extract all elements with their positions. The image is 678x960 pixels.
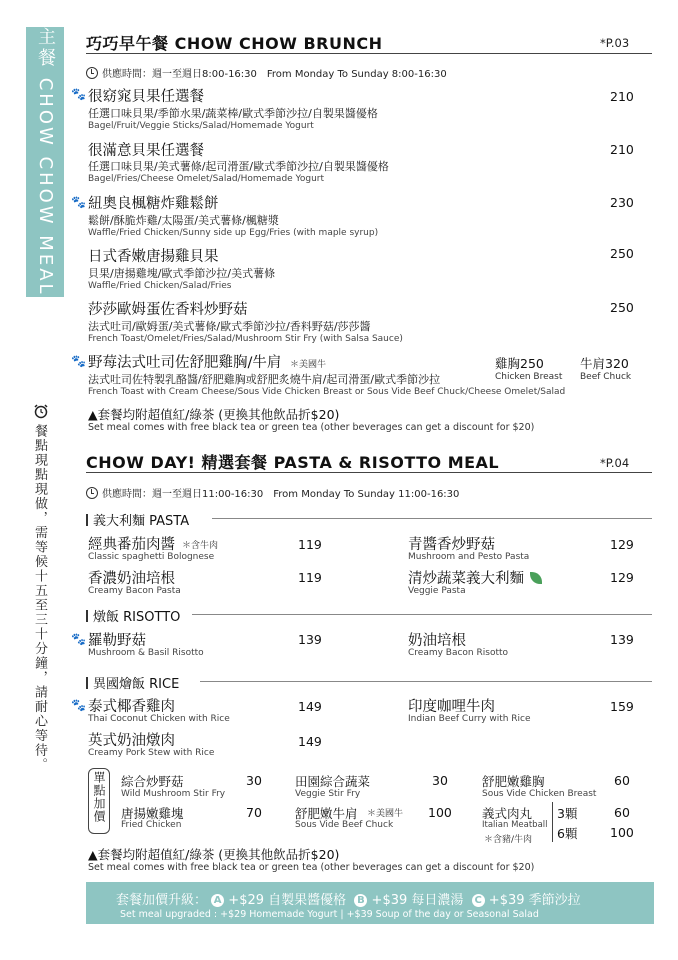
price-beef: 牛肩320 — [580, 356, 629, 371]
category-pasta — [86, 510, 189, 529]
category-bar — [86, 610, 88, 622]
rice-item-en: Creamy Pork Stew with Rice — [88, 748, 215, 758]
addon-name: 舒肥嫩牛肩 — [295, 806, 358, 821]
addon-price: 70 — [246, 805, 262, 820]
pasta-item-price: 119 — [298, 570, 322, 585]
pasta-item-en: Mushroom and Pesto Pasta — [408, 552, 530, 562]
brunch-item-price: 250 — [610, 246, 634, 261]
brunch-item-desc-en: French Toast/Omelet/Fries/Salad/Mushroom Stir Fry (with Salsa Sauce) — [88, 334, 403, 344]
meatball-price-6: 100 — [610, 825, 634, 840]
option-a: +$29 自製果醬優格 — [228, 893, 347, 908]
addon-label: 單點加價 — [92, 771, 106, 823]
category-rice — [86, 673, 179, 692]
side-tab — [26, 27, 64, 297]
brunch-item-name: 紐奧良楓糖炸雞鬆餅 — [88, 196, 219, 212]
rice-item-en: Indian Beef Curry with Rice — [408, 714, 531, 724]
rice-item-name: 印度咖哩牛肉 — [408, 699, 495, 715]
addon-name: 義式肉丸 — [482, 806, 533, 821]
category-line — [200, 681, 652, 682]
addon-price: 60 — [614, 773, 630, 788]
pasta-item-name: 青醬香炒野菇 — [408, 537, 495, 553]
pasta-set-note: ▲套餐均附超值紅/綠茶 (更換其他飲品折$20) — [88, 847, 340, 862]
risotto-item-price: 139 — [610, 632, 634, 647]
addon-en: Veggie Stir Fry — [295, 789, 361, 799]
category-pasta-label: 義大利麵 PASTA — [93, 514, 190, 529]
brunch-set-note-en: Set meal comes with free black tea or green tea (other beverages can get a discount for $20) — [88, 422, 535, 433]
meatball-note: ＊含豬/牛肉 — [484, 835, 533, 845]
rice-item-name: 英式奶油燉肉 — [88, 733, 175, 749]
addon-en: Wild Mushroom Stir Fry — [121, 789, 226, 799]
brunch-item-desc-en: Waffle/Fried Chicken/Salad/Fries — [88, 281, 232, 291]
brunch-item-desc: 任選口味貝果/美式薯條/起司滑蛋/歐式季節沙拉/自製果醬優格 — [88, 160, 389, 173]
brunch-item-price: 210 — [610, 89, 634, 104]
risotto-item-en: Creamy Bacon Risotto — [408, 648, 509, 658]
brunch-item-desc: 鬆餅/酥脆炸雞/太陽蛋/美式薯條/楓糖漿 — [88, 214, 279, 227]
pasta-item-price: 129 — [610, 537, 634, 552]
clock-icon — [86, 67, 98, 79]
price-beef-en: Beef Chuck — [580, 372, 632, 382]
brunch-hours-text: 供應時間：週一至週日8:00-16:30 From Monday To Sunday 8:00-16:30 — [102, 69, 447, 80]
pasta-hours — [86, 485, 459, 500]
paw-icon: 🐾 — [71, 354, 86, 368]
pasta-set-note-en: Set meal comes with free black tea or green tea (other beverages can get a discount for $20) — [88, 862, 535, 873]
brunch-item-name: 很滿意貝果任選餐 — [88, 143, 204, 159]
risotto-item-price: 139 — [298, 632, 322, 647]
pasta-item-en: Creamy Bacon Pasta — [88, 586, 181, 596]
pasta-item-name: 經典番茄肉醬 — [88, 537, 175, 553]
brunch-item-desc-en: Waffle/Fried Chicken/Sunny side up Egg/Fries (with maple syrup) — [88, 228, 379, 238]
brunch-item-desc: 貝果/唐揚雞塊/歐式季節沙拉/美式薯條 — [88, 267, 276, 280]
addon-name: 綜合炒野菇 — [121, 774, 184, 789]
paw-icon: 🐾 — [71, 195, 86, 209]
brunch-page-ref: *P.03 — [600, 36, 630, 50]
addon-en: Fried Chicken — [121, 820, 182, 830]
addon-name: 田園綜合蔬菜 — [295, 774, 371, 789]
pasta-item-price: 129 — [610, 570, 634, 585]
clock-icon — [86, 487, 98, 499]
upgrade-bar — [86, 882, 654, 924]
category-rice-label: 異國燴飯 RICE — [93, 677, 180, 692]
addon-name: 舒肥嫩雞胸 — [482, 774, 545, 789]
addon-price: 30 — [432, 773, 448, 788]
price-chicken-en: Chicken Breast — [495, 372, 563, 382]
upgrade-line — [116, 889, 581, 908]
addon-label-box — [88, 768, 110, 834]
brunch-rule — [86, 53, 652, 54]
rice-item-en: Thai Coconut Chicken with Rice — [88, 714, 230, 724]
meatball-qty-3: 3顆 — [557, 806, 578, 821]
option-b-badge: B — [354, 894, 367, 907]
brunch-item-price: 250 — [610, 300, 634, 315]
addon-en: Sous Vide Beef Chuck — [295, 820, 394, 830]
meatball-price-3: 60 — [614, 805, 630, 820]
option-c-badge: C — [472, 894, 485, 907]
category-risotto-label: 燉飯 RISOTTO — [93, 610, 181, 625]
addon-en: Italian Meatball — [482, 820, 548, 830]
brunch-item-name: 很窈窕貝果任選餐 — [88, 89, 204, 105]
category-line — [212, 518, 652, 519]
rice-item-price: 149 — [298, 734, 322, 749]
beef-origin-note: ＊美國牛 — [290, 360, 327, 370]
brunch-item-desc-en: Bagel/Fruit/Veggie Sticks/Salad/Homemade Yogurt — [88, 121, 314, 131]
rice-item-price: 159 — [610, 699, 634, 714]
price-chicken: 雞胸250 — [495, 356, 544, 371]
rice-item-price: 149 — [298, 699, 322, 714]
brunch-item-price: 210 — [610, 142, 634, 157]
paw-icon: 🐾 — [71, 698, 86, 712]
side-tab-text: 主餐 CHOW CHOW MEAL — [35, 27, 56, 297]
meatball-divider — [552, 802, 553, 842]
beef-note: ＊含牛肉 — [182, 541, 219, 551]
pasta-rule — [86, 472, 652, 473]
paw-icon: 🐾 — [71, 87, 86, 101]
brunch-hours — [86, 65, 447, 80]
option-b: +$39 每日濃湯 — [371, 893, 464, 908]
beef-origin-note: ＊美國牛 — [367, 809, 404, 819]
brunch-item-name: 野莓法式吐司佐舒肥雞胸/牛肩 — [88, 355, 282, 371]
brunch-item-desc: 法式吐司/歐姆蛋/美式薯條/歐式季節沙拉/香料野菇/莎莎醬 — [88, 320, 371, 333]
risotto-item-name: 奶油培根 — [408, 633, 466, 649]
pasta-item-en: Veggie Pasta — [408, 586, 466, 596]
addon-price: 100 — [428, 805, 452, 820]
veggie-pasta-label: 清炒蔬菜義大利麵 — [408, 571, 524, 587]
brunch-item-price: 230 — [610, 195, 634, 210]
brunch-item-desc-en: French Toast with Cream Cheese/Sous Vide Chicken Breast or Sous Vide Beef Chuck/Cheese Omelet/Salad — [88, 387, 566, 397]
pasta-item-en: Classic spaghetti Bolognese — [88, 552, 215, 562]
rice-item-name: 泰式椰香雞肉 — [88, 699, 175, 715]
addon-price: 30 — [246, 773, 262, 788]
waiting-note: 餐點現點現做，需等候十五至三十分鐘，請耐心等待。 — [32, 424, 47, 772]
upgrade-en: Set meal upgraded : +$29 Homemade Yogurt | +$39 Soup of the day or Seasonal Salad — [120, 909, 539, 920]
brunch-item-desc: 任選口味貝果/季節水果/蔬菜棒/歐式季節沙拉/自製果醬優格 — [88, 107, 378, 120]
brunch-title: 巧巧早午餐 CHOW CHOW BRUNCH — [86, 34, 383, 53]
pasta-page-ref: *P.04 — [600, 456, 630, 470]
paw-icon: 🐾 — [71, 632, 86, 646]
pasta-item-price: 119 — [298, 537, 322, 552]
brunch-item-desc: 法式吐司佐特製乳酪醬/舒肥雞胸或舒肥炙燒牛肩/起司滑蛋/歐式季節沙拉 — [88, 373, 441, 386]
alarm-clock-icon — [33, 403, 49, 419]
category-line — [192, 614, 652, 615]
pasta-item-name: 香濃奶油培根 — [88, 571, 175, 587]
pasta-title: CHOW DAY! 精選套餐 PASTA & RISOTTO MEAL — [86, 453, 500, 472]
pasta-item-name — [408, 567, 542, 588]
risotto-item-name: 羅勒野菇 — [88, 633, 146, 649]
category-risotto — [86, 606, 180, 625]
brunch-item-name: 莎莎歐姆蛋佐香料炒野菇 — [88, 302, 248, 318]
option-a-badge: A — [211, 894, 224, 907]
vegetarian-leaf-icon — [530, 572, 542, 584]
brunch-set-note: ▲套餐均附超值紅/綠茶 (更換其他飲品折$20) — [88, 407, 340, 422]
addon-en: Sous Vide Chicken Breast — [482, 789, 597, 799]
category-bar — [86, 677, 88, 689]
pasta-hours-text: 供應時間：週一至週日11:00-16:30 From Monday To Sunday 11:00-16:30 — [102, 489, 460, 500]
addon-name: 唐揚嫩雞塊 — [121, 806, 184, 821]
meatball-qty-6: 6顆 — [557, 826, 578, 841]
option-c: +$39 季節沙拉 — [488, 893, 581, 908]
category-bar — [86, 514, 88, 526]
risotto-item-en: Mushroom & Basil Risotto — [88, 648, 204, 658]
brunch-item-desc-en: Bagel/Fries/Cheese Omelet/Salad/Homemade Yogurt — [88, 174, 325, 184]
upgrade-label: 套餐加價升級： — [116, 893, 208, 908]
brunch-item-name: 日式香嫩唐揚雞貝果 — [88, 249, 219, 265]
